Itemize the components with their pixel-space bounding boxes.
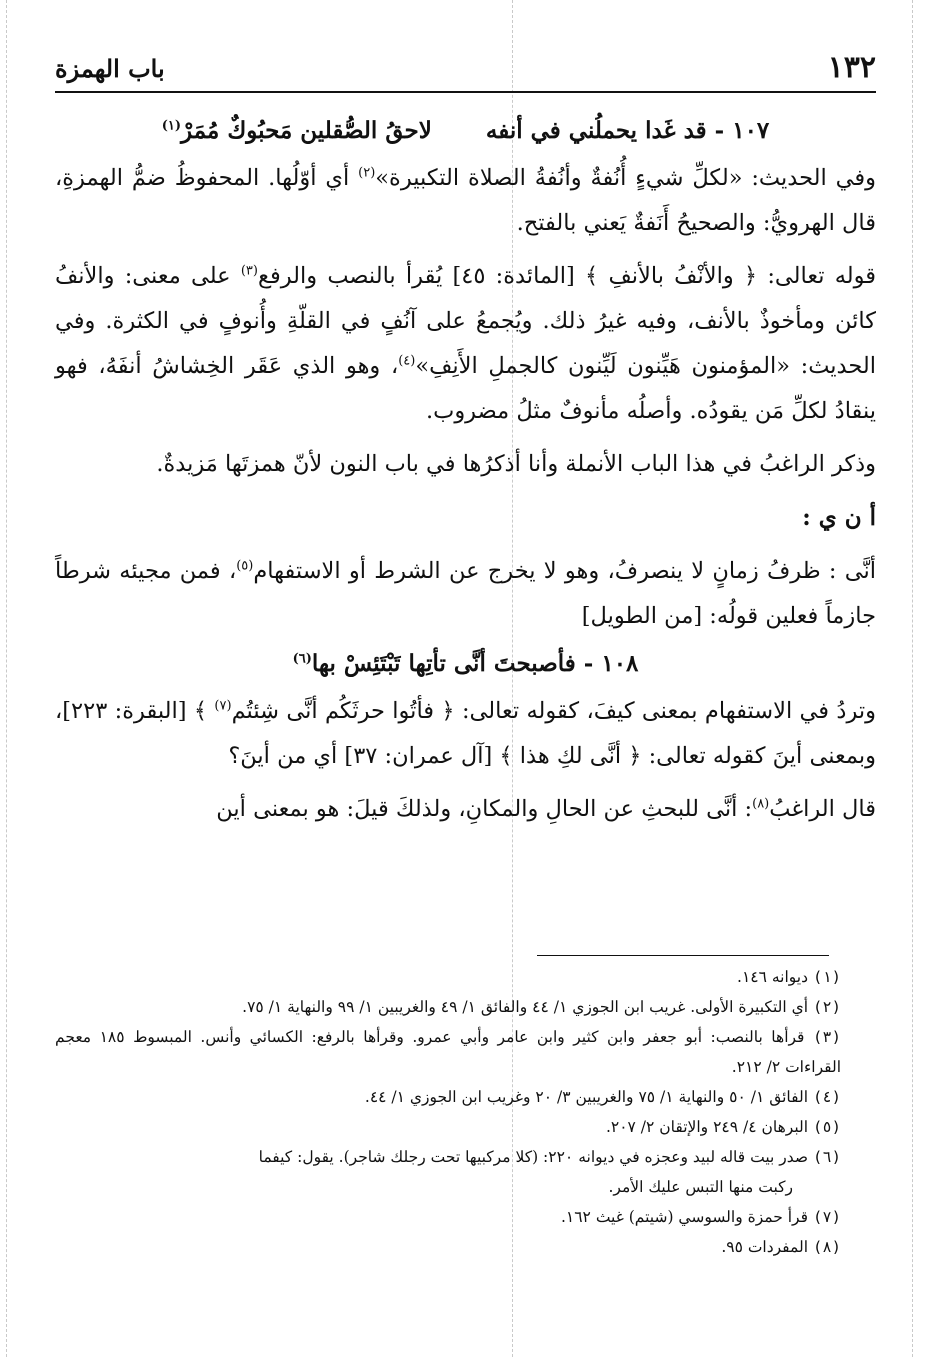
running-header [55,50,876,86]
verse-hemistich-1: قد غَدا يحملُني في أنفه [485,117,707,144]
text-run: : أنَّى للبحثِ عن الحالِ والمكانِ، ولذلكَ قيلَ: هو بمعنى أين [216,796,753,822]
text-run: ، فمن مجيئه شرطاً جازماً فعلين قولُه: [من الطويل] [55,558,876,629]
footnote-ref: (٧) [214,698,232,714]
header-rule [55,91,876,93]
footnote-ref: (٣) [240,263,258,279]
text-run: ، وهو الذي عَقَر الخِشاشُ أنفَهُ، فهو ينقادُ لكلِّ مَن يقودُه. وأصلُه مأنوفٌ مثلُ مضروب. [55,353,876,424]
entry-heading: أ ن ي : [802,504,876,531]
footnote [55,1202,841,1232]
footnote-number: (٧) [812,1208,841,1226]
footnote-number: (٦) [812,1148,841,1166]
verse-number: ١٠٧ - [714,117,770,144]
footnote-ref: (٤) [398,353,416,369]
footnote [55,992,841,1022]
footnote-text: قرأها بالنصب: أبو جعفر وابن كثير وابن عامر وأبي عمرو. وقرأها بالرفع: الكسائي وأنس. المبسوط ١٨٥ معجم القراءات ٢/ ٢١٢. [55,1028,841,1076]
footnote-number: (٨) [812,1238,841,1256]
footnote [55,962,841,992]
footnote-text: البرهان ٤/ ٢٤٩ والإتقان ٢/ ٢٠٧. [605,1118,809,1136]
footnote-text: أي التكبيرة الأولى. غريب ابن الجوزي ١/ ٤٤ والفائق ١/ ٤٩ والغريبين ١/ ٩٩ والنهاية ١/ ٧٥. [242,998,809,1016]
footnote-ref: (٦) [292,651,312,667]
verse-number: ١٠٨ - [583,650,639,677]
footnote-ref: (٥) [236,558,254,574]
footnote-text: الفائق ١/ ٥٠ والنهاية ١/ ٧٥ والغريبين ٣/ ٢٠ وغريب ابن الجوزي ١/ ٤٤. [364,1088,809,1106]
page-number: ١٣٢ [827,50,876,85]
verse-108 [55,639,876,689]
paragraph-raghib-2 [55,787,876,832]
footnote-ref: (٢) [358,165,376,181]
text-run: على معنى: والأنفُ كائن ومأخوذٌ بالأنف، وفيه غيرُ ذلك. ويُجمعُ على آنُفٍ في القلّةِ وأُنوفٍ في الكثرة. وفي الحديث: «المؤمنون هَيِّنون لَيِّنون كالجملِ الأَنِفِ» [55,263,877,379]
text-run: قوله تعالى: ﴿ والأنْفُ بالأنفِ ﴾ [المائدة: ٤٥] يُقرأ بالنصب والرفع [257,263,876,289]
footnote-number: (٤) [812,1088,841,1106]
footnote-text: صدر بيت قاله لبيد وعجزه في ديوانه ٢٢٠: (كلا مركبيها تحت رجلك شاجر). يقول: كيفما [258,1148,809,1166]
footnote [55,1142,841,1172]
footnote-number: (٣) [812,1028,841,1046]
text-run: وفي الحديث: «لكلِّ شيءٍ أُنُفةٌ وأنُفةُ الصلاة التكبيرة» [375,165,876,191]
footnote-rule [537,955,829,956]
footnote-text: المفردات ٩٥. [721,1238,809,1256]
section-title: باب الهمزة [55,54,165,83]
text-run: قال الراغبُ [769,796,876,822]
footnote-ref: (٨) [752,796,770,812]
text-run: ﴾ [البقرة: ٢٢٣]، وبمعنى أينَ كقوله تعالى: ﴿ أنَّى لكِ هذا ﴾ [آل عمران: ٣٧] أي من أينَ؟ [55,698,876,769]
footnote-number: (٥) [812,1118,841,1136]
footnotes [55,962,841,1262]
footnote [55,1112,841,1142]
footnote-number: (١) [812,968,841,986]
footnote-ref: (١) [161,118,181,134]
verse-107 [55,106,876,156]
verse-text: فأصبحتَ أنَّى تأتِها تَبْتَئِسْ بها [311,650,576,677]
paragraph-anf [55,254,876,434]
main-text [55,106,876,832]
scan-guide-line [6,0,7,1357]
footnote [55,1022,841,1082]
text-run: أي أوّلُها. المحفوظُ ضمُّ الهمزةِ، قال الهرويُّ: والصحيحُ أَنَفةٌ يَعني بالفتح. [55,165,876,236]
scan-guide-line [912,0,913,1357]
footnote-number: (٢) [812,998,841,1016]
paragraph-anna [55,549,876,639]
footnote-text: قرأ حمزة والسوسي (شيتم) غيث ١٦٢. [560,1208,809,1226]
paragraph-hadith [55,156,876,246]
footnote-text: ديوانه ١٤٦. [737,968,809,986]
footnote [55,1082,841,1112]
verse-hemistich-2: لاحقُ الصُّقلين مَحبُوكٌ مُمَرْ [181,117,432,144]
footnote-continuation: ركبت منها التبس عليك الأمر. [608,1178,793,1196]
paragraph-istifham [55,689,876,779]
footnote [55,1232,841,1262]
paragraph-raghib: وذكر الراغبُ في هذا الباب الأنملة وأنا أذكرُها في باب النون لأنّ همزتَها مَزيدةٌ. [156,451,876,477]
text-run: أنَّى : ظرفُ زمانٍ لا ينصرفُ، وهو لا يخرج عن الشرط أو الاستفهام [253,558,877,584]
text-run: وتردُ في الاستفهام بمعنى كيفَ، كقوله تعالى: ﴿ فأتُوا حرثَكُم أنَّى شِئتُم [231,698,876,724]
